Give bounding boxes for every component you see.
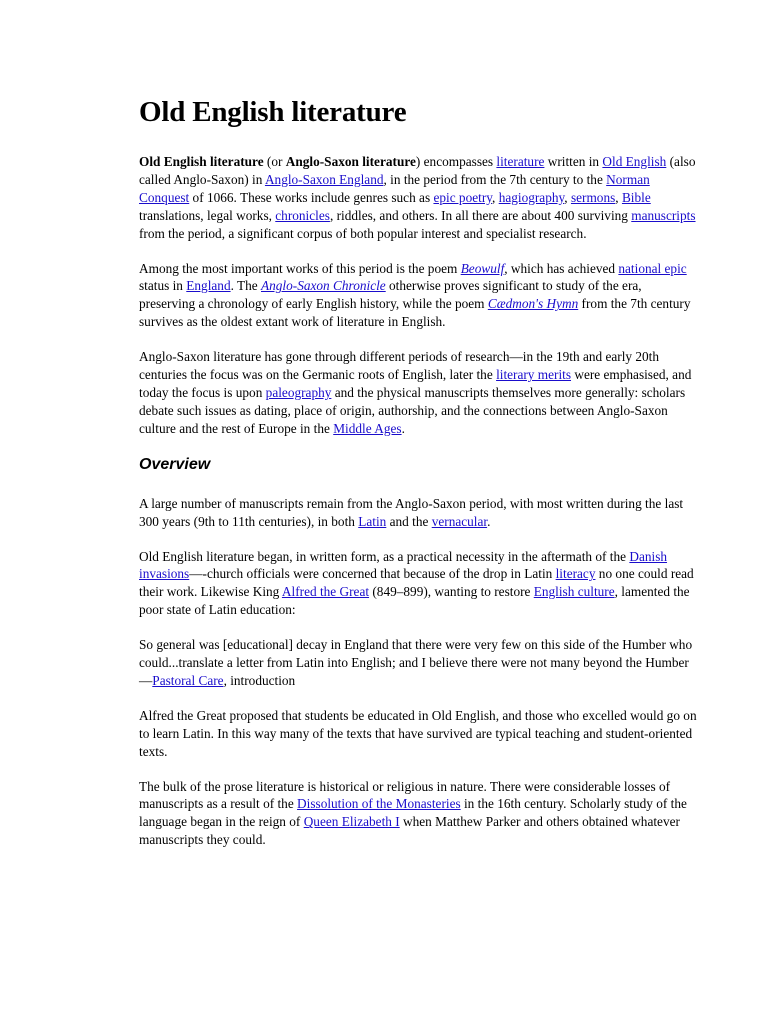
link-queen-elizabeth-i[interactable]: Queen Elizabeth I bbox=[303, 814, 400, 830]
link-anglo-saxon-chronicle[interactable]: Anglo-Saxon Chronicle bbox=[261, 278, 386, 294]
link-pastoral-care[interactable]: Pastoral Care bbox=[152, 672, 224, 688]
link-bible[interactable]: Bible bbox=[621, 189, 651, 205]
bold-term: Old English literature bbox=[139, 154, 264, 169]
link-middle-ages[interactable]: Middle Ages bbox=[333, 420, 402, 436]
link-norman-conquest[interactable]: Norman Conquest bbox=[139, 171, 650, 205]
link-english-culture[interactable]: English culture bbox=[533, 584, 615, 600]
page-title: Old English literature bbox=[139, 96, 407, 128]
link-latin[interactable]: Latin bbox=[358, 513, 387, 529]
link-national-epic[interactable]: national epic bbox=[618, 260, 687, 276]
quote-text: So general was [educational] decay in England that there were very few on this side of the Humber who could...translate a letter from Latin into English; and I believe there were not many beyond the Humber bbox=[139, 637, 693, 671]
link-old-english[interactable]: Old English bbox=[602, 154, 667, 169]
works-paragraph: Among the most important works of this period is the poem Beowulf, which has achieved national epic status in England. The Anglo-Saxon Chronicle otherwise proves significant to study of the era, preserving a chronology of early English history, while the poem Cædmon's Hymn from the 7th century survives as the oldest extant work of literature in English. bbox=[139, 260, 691, 330]
link-manuscripts[interactable]: manuscripts bbox=[631, 207, 696, 223]
link-england[interactable]: England bbox=[186, 278, 231, 294]
link-caedmons-hymn[interactable]: Cædmon's Hymn bbox=[487, 296, 579, 312]
link-literacy[interactable]: literacy bbox=[555, 566, 596, 582]
link-danish-invasions[interactable]: Danish invasions bbox=[139, 548, 668, 582]
link-dissolution-of-the-monasteries[interactable]: Dissolution of the Monasteries bbox=[297, 796, 461, 812]
link-literary-merits[interactable]: literary merits bbox=[496, 367, 572, 383]
alfred-paragraph: Alfred the Great proposed that students be educated in Old English, and those who excelled would go on to learn Latin. In this way many of the texts that have survived are typical teaching and student-oriented texts. bbox=[139, 707, 697, 759]
link-literature[interactable]: literature bbox=[496, 154, 545, 169]
prose-paragraph: The bulk of the prose literature is historical or religious in nature. There were considerable losses of manuscripts as a result of the Dissolution of the Monasteries in the 16th century. Scholarly study of the language began in the reign of Queen Elizabeth I when Matthew Parker and others obtained whatever manuscripts they could. bbox=[139, 778, 687, 848]
link-anglo-saxon-england[interactable]: Anglo-Saxon England bbox=[264, 171, 384, 187]
section-heading-overview: Overview bbox=[139, 455, 211, 473]
intro-paragraph: Old English literature (or Anglo-Saxon literature) encompasses literature written in Old English (also called Anglo-Saxon) in Anglo-Saxon England, in the period from the 7th century to the Norman Conquest of 1066. These works include genres such as epic poetry, hagiography, sermons, Bible translations, legal works, chronicles, riddles, and others. In all there are about 400 surviving manuscripts from the period, a significant corpus of both popular interest and specialist research. bbox=[139, 154, 696, 241]
bold-term: Anglo-Saxon literature bbox=[285, 154, 416, 169]
link-epic-poetry[interactable]: epic poetry bbox=[433, 189, 493, 205]
overview-paragraph-2: Old English literature began, in written form, as a practical necessity in the aftermath of the Danish invasions—-church officials were concerned that because of the drop in Latin literacy no one could read their work. Likewise King Alfred the Great (849–899), wanting to restore English culture, lamented the poor state of Latin education: bbox=[139, 548, 694, 618]
quote-block: So general was [educational] decay in England that there were very few on this side of the Humber who could...translate a letter from Latin into English; and I believe there were not many beyond the Humber —Pastoral Care, introduction bbox=[139, 637, 693, 688]
link-vernacular[interactable]: vernacular bbox=[431, 513, 488, 529]
overview-paragraph-1: A large number of manuscripts remain from the Anglo-Saxon period, with most written during the last 300 years (9th to 11th centuries), in both Latin and the vernacular. bbox=[139, 495, 684, 529]
link-chronicles[interactable]: chronicles bbox=[275, 207, 330, 223]
link-paleography[interactable]: paleography bbox=[265, 384, 332, 400]
link-hagiography[interactable]: hagiography bbox=[498, 189, 565, 205]
link-alfred-the-great[interactable]: Alfred the Great bbox=[281, 584, 370, 600]
article-body bbox=[139, 95, 699, 849]
link-sermons[interactable]: sermons bbox=[570, 189, 616, 205]
research-paragraph: Anglo-Saxon literature has gone through different periods of research—in the 19th and early 20th centuries the focus was on the Germanic roots of English, later the literary merits were emphasised, and today the focus is upon paleography and the physical manuscripts themselves more generally: scholars debate such issues as dating, place of origin, authorship, and the connections between Anglo-Saxon culture and the rest of Europe in the Middle Ages. bbox=[139, 349, 692, 436]
link-beowulf[interactable]: Beowulf bbox=[460, 260, 505, 276]
